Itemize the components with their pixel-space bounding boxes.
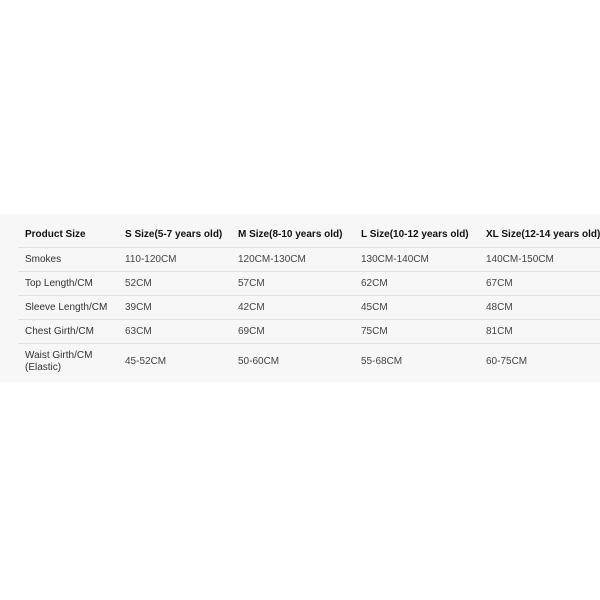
table-header-row [18,222,600,248]
row-label: Smokes [18,248,118,272]
table-cell: 120CM-130CM [231,248,354,272]
table-cell: 140CM-150CM [479,248,600,272]
header-l-size: L Size(10-12 years old) [354,222,479,248]
table-cell: 75CM [354,320,479,344]
table-cell: 42CM [231,296,354,320]
table-row [18,272,600,296]
header-m-size: M Size(8-10 years old) [231,222,354,248]
table-cell: 81CM [479,320,600,344]
table-cell: 62CM [354,272,479,296]
table-cell: 45CM [354,296,479,320]
table-cell: 48CM [479,296,600,320]
table-cell: 110-120CM [118,248,231,272]
table-cell: 52CM [118,272,231,296]
table-row [18,320,600,344]
row-label: Top Length/CM [18,272,118,296]
table-cell: 39CM [118,296,231,320]
header-s-size: S Size(5-7 years old) [118,222,231,248]
table-row [18,344,600,381]
table-cell: 69CM [231,320,354,344]
row-label: Chest Girth/CM [18,320,118,344]
table-cell: 57CM [231,272,354,296]
table-cell: 45-52CM [125,356,167,367]
size-chart-table [18,222,600,380]
table-cell: 55-68CM [361,356,403,367]
table-cell: 63CM [118,320,231,344]
row-label: Sleeve Length/CM [18,296,118,320]
table-cell: 67CM [479,272,600,296]
table-cell: 60-75CM [486,356,528,367]
table-cell: 50-60CM [238,356,280,367]
header-xl-size: XL Size(12-14 years old) [479,222,600,248]
row-label: Waist Girth/CM (Elastic) [25,350,93,373]
table-cell: 130CM-140CM [354,248,479,272]
table-row [18,248,600,272]
table-row [18,296,600,320]
header-product-size: Product Size [18,222,118,248]
